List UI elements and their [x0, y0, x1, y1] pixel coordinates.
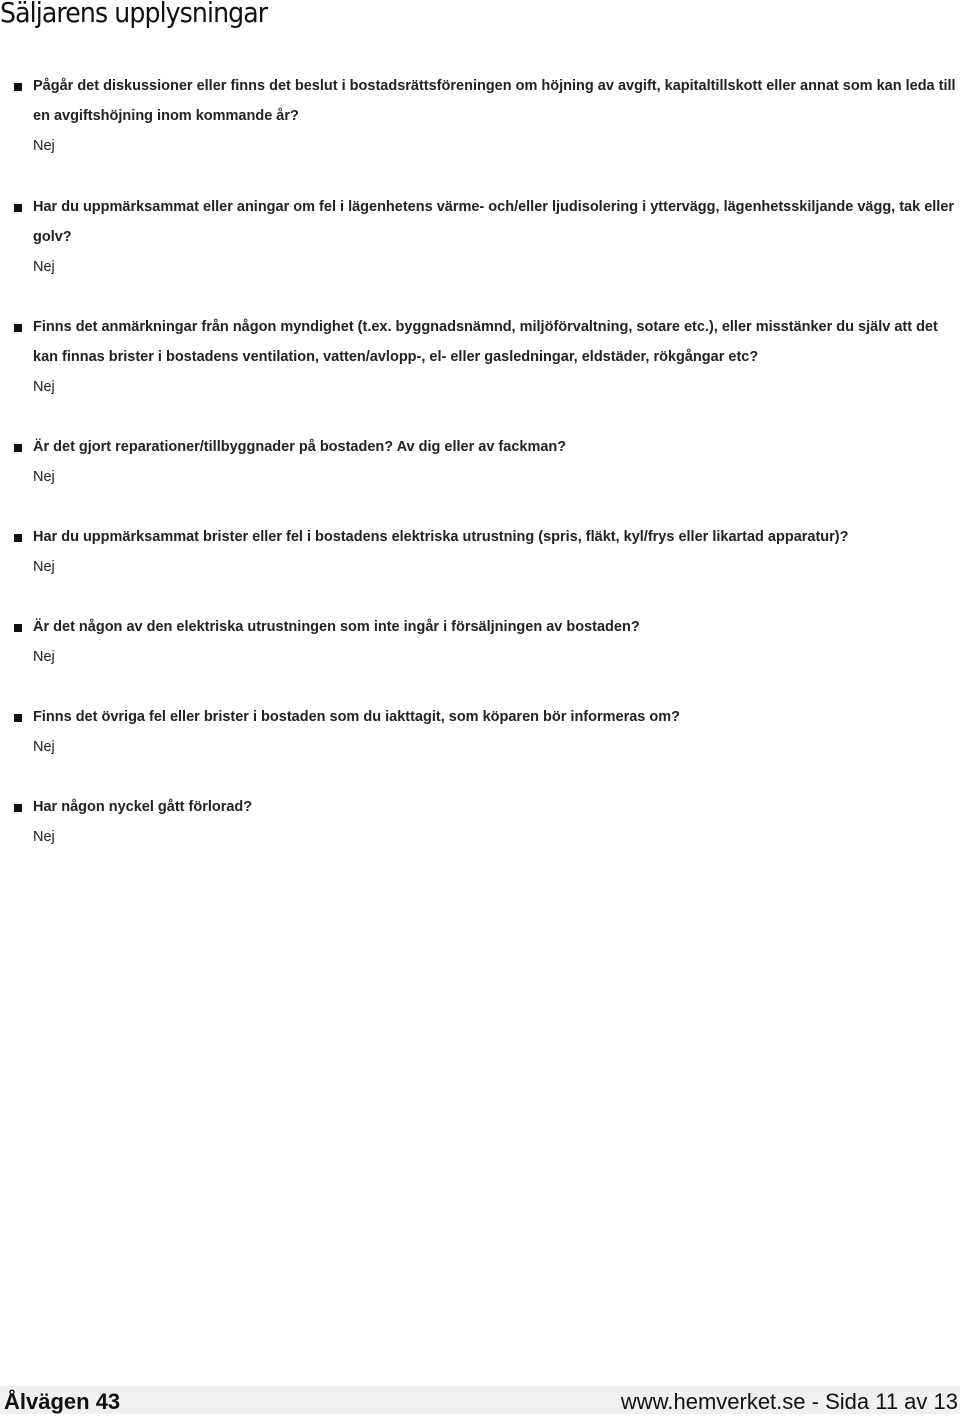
answer-text: Nej	[33, 138, 55, 154]
answer-text: Nej	[33, 649, 55, 665]
question-item	[0, 192, 960, 282]
footer-page-info: www.hemverket.se - Sida 11 av 13	[620, 1389, 958, 1414]
answer-text: Nej	[33, 739, 55, 755]
question-item	[0, 522, 960, 582]
answer-text: Nej	[33, 259, 55, 275]
answer-text: Nej	[33, 829, 55, 845]
question-text: Har du uppmärksammat eller aningar om fel i lägenhetens värme- och/eller ljudisolering i yttervägg, lägenhetsskiljande vägg, tak eller golv?	[33, 199, 955, 245]
question-item	[0, 702, 960, 762]
question-text: Finns det anmärkningar från någon myndighet (t.ex. byggnadsnämnd, miljöförvaltning, sotare etc.), eller misstänker du själv att det kan finnas brister i bostadens ventilation, vatten/avlopp-, el- eller gasledningar, eldstäder, rökgångar etc?	[33, 319, 938, 365]
page-footer	[0, 1386, 960, 1414]
square-bullet-icon	[14, 534, 22, 542]
question-text: Är det någon av den elektriska utrustningen som inte ingår i försäljningen av bostaden?	[33, 619, 640, 635]
question-item	[0, 71, 960, 161]
question-text: Har någon nyckel gått förlorad?	[33, 799, 253, 815]
question-item	[0, 612, 960, 672]
question-item	[0, 432, 960, 492]
page-title: Säljarens upplysningar	[0, 0, 268, 29]
answer-text: Nej	[33, 469, 55, 485]
square-bullet-icon	[14, 83, 22, 91]
square-bullet-icon	[14, 624, 22, 632]
footer-address: Ålvägen 43	[4, 1389, 121, 1414]
square-bullet-icon	[14, 204, 22, 212]
question-item	[0, 792, 960, 852]
square-bullet-icon	[14, 804, 22, 812]
question-text: Är det gjort reparationer/tillbyggnader på bostaden? Av dig eller av fackman?	[33, 439, 567, 455]
question-text: Finns det övriga fel eller brister i bostaden som du iakttagit, som köparen bör informeras om?	[33, 709, 680, 725]
question-text: Har du uppmärksammat brister eller fel i bostadens elektriska utrustning (spris, fläkt, kyl/frys eller likartad apparatur)?	[33, 529, 849, 545]
question-item	[0, 312, 960, 402]
question-text: Pågår det diskussioner eller finns det beslut i bostadsrättsföreningen om höjning av avgift, kapitaltillskott eller annat som kan leda till en avgiftshöjning inom kommande år?	[33, 78, 956, 124]
square-bullet-icon	[14, 714, 22, 722]
square-bullet-icon	[14, 324, 22, 332]
answer-text: Nej	[33, 559, 55, 575]
square-bullet-icon	[14, 444, 22, 452]
answer-text: Nej	[33, 379, 55, 395]
